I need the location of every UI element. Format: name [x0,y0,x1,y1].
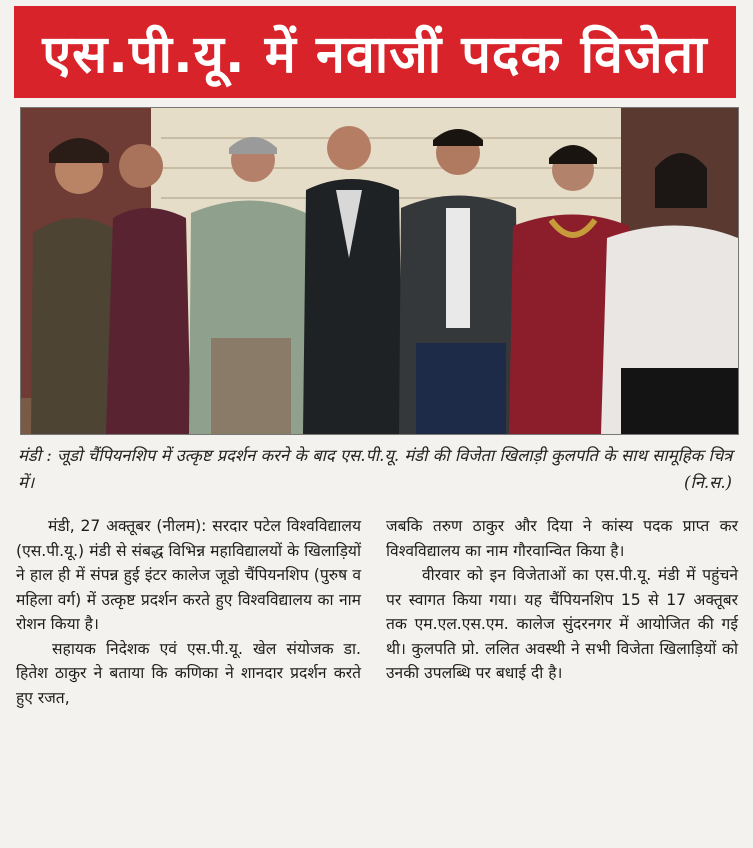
headline-banner [14,6,736,98]
caption-credit: (नि.स.) [684,473,732,492]
article-paragraph: जबकि तरुण ठाकुर और दिया ने कांस्य पदक प्राप्त कर विश्वविद्यालय का नाम गौरवान्वित किया है। [386,517,738,560]
headline-text: एस.पी.यू. में नवाजीं पदक विजेता [42,24,708,85]
article-paragraph: मंडी, 27 अक्तूबर (नीलम): सरदार पटेल विश्वविद्यालय (एस.पी.यू.) मंडी से संबद्ध विभिन्न महाविद्यालयों के खिलाड़ियों ने हाल ही में संपन्न हुई इंटर कालेज जूडो चैंपियनशिप (पुरुष व महिला वर्ग) में उत्कृष्ट प्रदर्शन करते हुए विश्वविद्यालय का नाम रोशन किया है। [16,517,361,633]
article-paragraph: वीरवार को इन विजेताओं का एस.पी.यू. मंडी में पहुंचने पर स्वागत किया गया। यह चैंपियनशिप 15 से 17 अक्तूबर तक एम.एल.एस.एम. कालेज सुंदरनगर में आयोजित की गई थी। कुलपति प्रो. ललित अवस्थी ने सभी विजेता खिलाड़ियों को उनकी उपलब्धि पर बधाई दी है। [386,566,738,682]
group-photo-illustration [21,108,738,434]
caption-text: मंडी : जूडो चैंपियनशिप में उत्कृष्ट प्रदर्शन करने के बाद एस.पी.यू. मंडी की विजेता खिलाड़ी कुलपति के साथ सामूहिक चित्र में। [18,446,733,492]
article-column-right [386,514,738,686]
article-column-left [16,514,361,710]
article-paragraph: सहायक निदेशक एवं एस.पी.यू. खेल संयोजक डा. हितेश ठाकुर ने बताया कि कणिका ने शानदार प्रदर्शन करते हुए रजत, [16,639,361,707]
photo-caption [18,442,738,496]
news-photo [20,107,739,435]
